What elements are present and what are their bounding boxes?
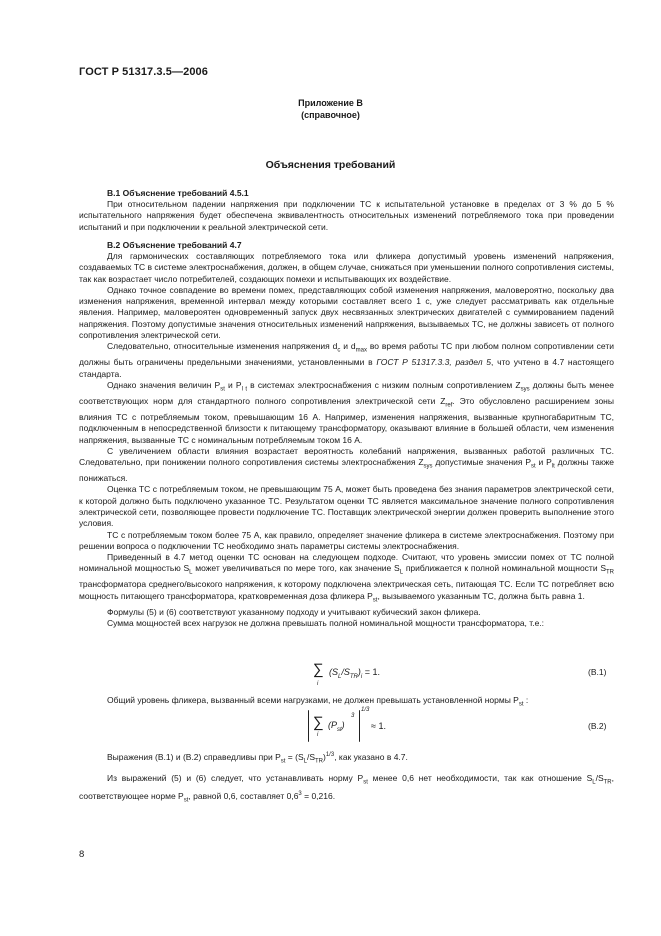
paragraph: Формулы (5) и (6) соответствуют указанному подходу и учитывают кубический закон фликера.	[107, 606, 481, 617]
paragraph: Однако точное совпадение во времени помех, представляющих собой изменения напряжения, маловероятно, поскольку два изменения напряжения, временной интервал между которыми составляет всего 1 с, уже следует рассматривать как отдельные явления. Например, маловероятен одновременный запуск двух несвязанных электрических двигателей с суммированием падений напряжения. Поэтому допустимые значения относительных изменений напряжения, вызываемых ТС, не должны зависеть от полного сопротивления электрической сети.	[79, 284, 614, 341]
appendix-title: Приложение В	[298, 98, 363, 108]
paragraph: Приведенный в 4.7 метод оценки ТС основан на следующем подходе. Считают, что уровень эмиссии помех от ТС полной номинальной мощностью $S_L$ может увеличиваться по мере того, как значение $S_L$ приближается к полной номинальной мощности $S_{TR}$ трансформатора среднего/высокого напряжения, к которому подключена электрическая сеть, питающая ТС. Если ТС потребляет всю мощность питающего трансформатора, кратковременная доза фликера $P_{st}$, вызываемого указанным ТС, должна быть равна 1.	[79, 552, 615, 604]
page-title: Объяснения требований	[265, 159, 396, 171]
paragraph-block	[79, 695, 614, 711]
paragraph: С увеличением области влияния возрастает вероятность колебаний напряжения, вызванных работой различных ТС. Следовательно, при понижении полного сопротивления системы электроснабжения $Z_{sys}$ допустимые значения $P_{st}$ и $P_{lt}$ должны также понижаться.	[79, 445, 614, 484]
section-b2-body	[79, 251, 614, 629]
formula-b2-number: (В.2)	[588, 721, 607, 731]
paragraph: Из выражений (5) и (6) следует, что устанавливать норму $P_{st}$ менее 0,6 нет необходимости, так как отношение $S_L/S_{TR}$, соответствующее норме $P_{st}$, равной 0,6, составляет $0,6^3 = 0,216$.	[79, 772, 615, 804]
appendix-subtitle: (справочное)	[301, 110, 360, 120]
paragraph: ТС с потребляемым током более 75 А, как правило, определяет значение фликера в системе электроснабжения. Поэтому при решении вопроса о подключении ТС необходимо знать параметры системы электроснабжения.	[79, 529, 614, 551]
paragraph: Оценка ТС с потребляемым током, не превышающим 75 А, может быть проведена без знания параметров электрической сети, к которой должно быть подключено указанное ТС. Результатом оценки ТС является максимальное значение полного сопротивления электрической сети, позволяющее провести подключение ТС. Поставщик электрической энергии должен проверить выполнение этого условия.	[79, 484, 614, 529]
section-b2-heading: В.2 Объяснение требований 4.7	[107, 240, 242, 250]
paragraph: Общий уровень фликера, вызванный всеми нагрузками, не должен превышать установленной нормы $P_{st}$ :	[107, 695, 529, 708]
paragraph: Однако значения величин $P_{st}$ и $P_{l t}$ в системах электроснабжения с низким полным сопротивлением $Z_{sys}$ должны быть менее соответствующих норм для стандартного полного сопротивления электрической сети $Z_{ref}$. Это обусловлено расширением зоны влияния ТС с потребляемым током, превышающим 16 А. Например, изменения напряжения, вызванные крупногабаритным ТС, подключенным в непосредственной близости к питающему трансформатору, оказывают влияние в большей области, чем изменения напряжения, вызванные ТС с номинальным потребляемым током 16 А.	[79, 379, 615, 445]
sum-symbol: ∑	[313, 661, 324, 678]
section-b1-body	[79, 199, 614, 233]
page-number: 8	[79, 849, 85, 860]
paragraph: Для гармонических составляющих потребляемого тока или фликера допустимый уровень изменений напряжения, создаваемых ТС в системе электроснабжения, должен, в общем случае, снижаться при уменьшении полного сопротивления системы, так как возрастает число потребителей, создающих помехи и испытывающих их воздействие.	[79, 251, 614, 284]
formula-b1-number: (В.1)	[588, 667, 607, 677]
paragraph-block	[79, 750, 614, 807]
paragraph: Следовательно, относительные изменения напряжения $d_c$ и $d_{max}$ во время работы ТС при любом полном сопротивлении сети должны быть ограничены предельными значениями, установленными в ГОСТ Р 51317.3.3, раздел 5, что учтено в 4.7 настоящего стандарта.	[79, 341, 615, 379]
paragraph: Выражения (В.1) и (В.2) справедливы при $P_{st} = (S_L/S_{TR})^{1/3}$, как указано в 4.7.	[107, 751, 408, 765]
document-header: ГОСТ Р 51317.3.5—2006	[79, 66, 208, 78]
paragraph: Сумма мощностей всех нагрузок не должна превышать полной номинальной мощности трансформатора, т.е.:	[107, 618, 545, 629]
paragraph: При относительном падении напряжения при подключении ТС к испытательной установке в пределах от 3 % до 5 % испытательного напряжения будет обеспечена эквивалентность относительных изменений потребляемого тока при проведении испытаний и при подключении к реальной электрической сети.	[79, 199, 614, 232]
sum-symbol: ∑	[313, 714, 324, 731]
section-b1-heading: В.1 Объяснение требований 4.5.1	[107, 188, 249, 198]
